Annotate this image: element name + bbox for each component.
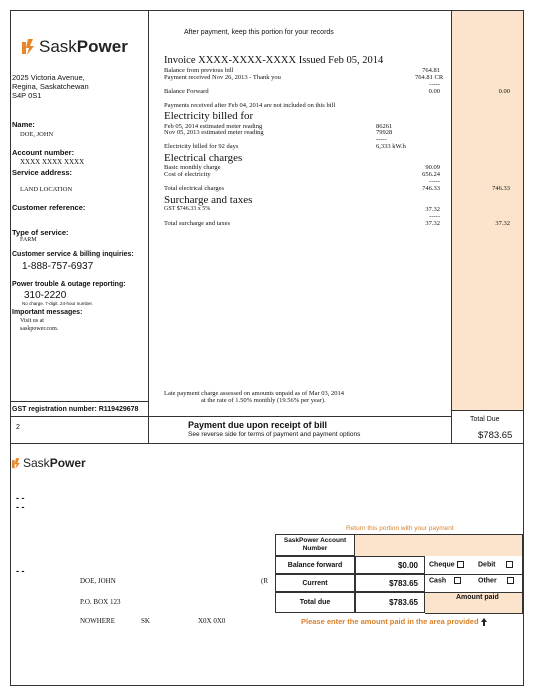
billed-days-label: Electricity billed for 92 days <box>164 143 239 150</box>
outage-phone: 310-2220 <box>24 290 67 301</box>
address-line-1: 2025 Victoria Avenue, <box>12 73 85 82</box>
reading-2-label: Nov 05, 2013 estimated meter reading <box>164 129 264 136</box>
balance-forward-label: Balance Forward <box>164 88 209 95</box>
outage-label: Power trouble & outage reporting: <box>12 281 126 288</box>
gst-line-label: GST $746.33 x 5% <box>164 206 211 212</box>
basic-charge-value: 90.09 <box>425 164 440 171</box>
name-value: DOE, JOHN <box>20 131 54 138</box>
stub-dash-3: - - <box>16 566 25 576</box>
page-number: 2 <box>16 424 20 431</box>
stub-balance-forward-value: $0.00 <box>355 556 425 574</box>
reading-1-label: Feb 05, 2014 estimated meter reading <box>164 123 263 130</box>
stub-dash-2: - - <box>16 502 25 512</box>
sidebar-divider <box>148 11 149 443</box>
total-due-label: Total Due <box>470 416 500 423</box>
stub-province: SK <box>141 617 150 625</box>
stub-total-due-value: $783.65 <box>355 592 425 613</box>
stub-right-edge <box>522 534 523 614</box>
payment-option-debit[interactable] <box>478 561 515 568</box>
customer-reference-label: Customer reference: <box>12 203 86 212</box>
balance-dashes: ----- <box>429 81 440 88</box>
footer-line <box>11 416 451 417</box>
stub-po-box: P.O. BOX 123 <box>80 598 121 606</box>
late-charge-line-1: Late payment charge assessed on amounts unpaid as of Mar 03, 2014 <box>164 390 345 397</box>
electrical-charges-heading: Electrical charges <box>164 152 243 164</box>
account-label: Account number: <box>12 148 75 157</box>
total-electrical-total: 746.33 <box>492 185 510 192</box>
stub-options-bottom <box>425 592 523 593</box>
return-portion-note: Return this portion with your payment <box>346 525 454 532</box>
logo-text-bold: Power <box>76 37 128 56</box>
enter-amount-text: Please enter the amount paid in the area provided <box>301 617 479 626</box>
total-electrical-label: Total electrical charges <box>164 185 225 192</box>
billing-phone: 1-888-757-6937 <box>22 261 94 272</box>
reading-1-value: 86261 <box>376 123 393 130</box>
stub-total-due-label: Total due <box>275 592 355 613</box>
stub-current-value: $783.65 <box>355 574 425 592</box>
payment-option-cash[interactable] <box>429 577 463 584</box>
balance-previous-label: Balance from previous bill <box>164 67 234 74</box>
charges-dashes: ----- <box>429 178 440 185</box>
totals-column <box>451 11 523 411</box>
stub-dash-1: - - <box>16 493 25 503</box>
balance-previous-value: 764.81 <box>422 67 440 74</box>
payment-due-title: Payment due upon receipt of bill <box>188 420 328 430</box>
total-surcharge-total: 37.32 <box>495 220 510 227</box>
type-of-service-value: FARM <box>20 237 37 243</box>
payment-option-other[interactable] <box>478 577 516 584</box>
stub-logo-text-light: Sask <box>23 456 50 470</box>
invoice-title: Invoice XXXX-XXXX-XXXX Issued Feb 05, 2014 <box>164 55 384 66</box>
other-checkbox[interactable] <box>507 577 514 584</box>
payment-received-value: 764.81 CR <box>415 74 444 81</box>
surcharge-dashes: ----- <box>429 213 440 220</box>
arrow-up-icon <box>481 618 487 626</box>
stub-logo <box>12 456 86 470</box>
cheque-checkbox[interactable] <box>457 561 464 568</box>
stub-city: NOWHERE <box>80 617 115 625</box>
section-separator <box>11 443 523 444</box>
stub-r-mark: (R <box>261 577 268 585</box>
electricity-heading: Electricity billed for <box>164 110 254 122</box>
logo-text-light: Sask <box>39 37 77 56</box>
total-due-line <box>451 410 523 411</box>
cash-label: Cash <box>429 577 447 585</box>
important-message-line-1: Visit us at <box>20 318 44 324</box>
gst-line-value: 37.32 <box>425 206 440 213</box>
debit-label: Debit <box>478 561 496 569</box>
cash-checkbox[interactable] <box>454 577 461 584</box>
total-due-value: $783.65 <box>478 430 513 441</box>
service-address-value: LAND LOCATION <box>20 186 73 193</box>
saskpower-logo <box>22 37 128 57</box>
balance-forward-total: 0.00 <box>498 88 510 95</box>
important-messages-label: Important messages: <box>12 309 83 316</box>
balance-forward-value: 0.00 <box>428 88 440 95</box>
type-of-service-label: Type of service: <box>12 228 69 237</box>
amount-paid-field[interactable] <box>426 603 521 613</box>
address-line-3: S4P 0S1 <box>12 91 42 100</box>
name-label: Name: <box>12 120 35 129</box>
basic-charge-label: Basic monthly charge <box>164 164 221 171</box>
account-number-header: SaskPower Account Number <box>275 534 355 556</box>
cost-electricity-label: Cost of electricity <box>164 171 211 178</box>
keep-portion-note: After payment, keep this portion for your records <box>184 29 334 36</box>
address-line-2: Regina, Saskatchewan <box>12 82 89 91</box>
total-surcharge-value: 37.32 <box>425 220 440 227</box>
payment-option-cheque[interactable] <box>429 561 466 568</box>
stub-amount-bottom <box>425 613 523 614</box>
stub-options-line <box>425 574 523 575</box>
enter-amount-note <box>301 617 487 626</box>
total-electrical-value: 746.33 <box>422 185 440 192</box>
cost-electricity-value: 656.24 <box>422 171 440 178</box>
outage-note: No charge. 7-digit. 24-hour number. <box>22 301 94 306</box>
saskpower-icon <box>12 458 20 469</box>
saskpower-icon <box>22 39 34 55</box>
reading-dashes: ----- <box>376 136 387 143</box>
other-label: Other <box>478 577 497 585</box>
total-surcharge-label: Total surcharge and taxes <box>164 220 231 227</box>
stub-postal: X0X 0X0 <box>198 617 226 625</box>
stub-balance-forward-label: Balance forward <box>275 556 355 574</box>
stub-logo-text-bold: Power <box>49 456 86 470</box>
payments-note: Payments received after Feb 04, 2014 are not included on this bill <box>164 102 336 109</box>
stub-name: DOE, JOHN <box>80 577 116 585</box>
stub-current-label: Current <box>275 574 355 592</box>
payment-received-label: Payment received Nov 26, 2013 - Thank you <box>164 74 281 81</box>
billing-inquiries-label: Customer service & billing inquiries: <box>12 251 134 258</box>
important-message-line-2: saskpower.com. <box>20 326 59 332</box>
totals-divider <box>451 11 452 443</box>
reading-2-value: 79928 <box>376 129 393 136</box>
billed-days-value: 6,333 kW.h <box>376 143 406 150</box>
surcharge-heading: Surcharge and taxes <box>164 194 253 206</box>
amount-paid-label: Amount paid <box>456 594 499 601</box>
late-charge-line-2: at the rate of 1.50% monthly (19.56% per year). <box>201 397 326 404</box>
stub-peach-header <box>354 534 522 556</box>
gst-row-line <box>11 401 148 402</box>
service-address-label: Service address: <box>12 168 73 177</box>
cheque-label: Cheque <box>429 561 455 569</box>
gst-registration: GST registration number: R119429678 <box>12 406 139 413</box>
payment-due-subtitle: See reverse side for terms of payment and payment options <box>188 431 361 438</box>
debit-checkbox[interactable] <box>506 561 513 568</box>
account-value: XXXX XXXX XXXX <box>20 158 85 166</box>
company-address <box>12 73 89 100</box>
